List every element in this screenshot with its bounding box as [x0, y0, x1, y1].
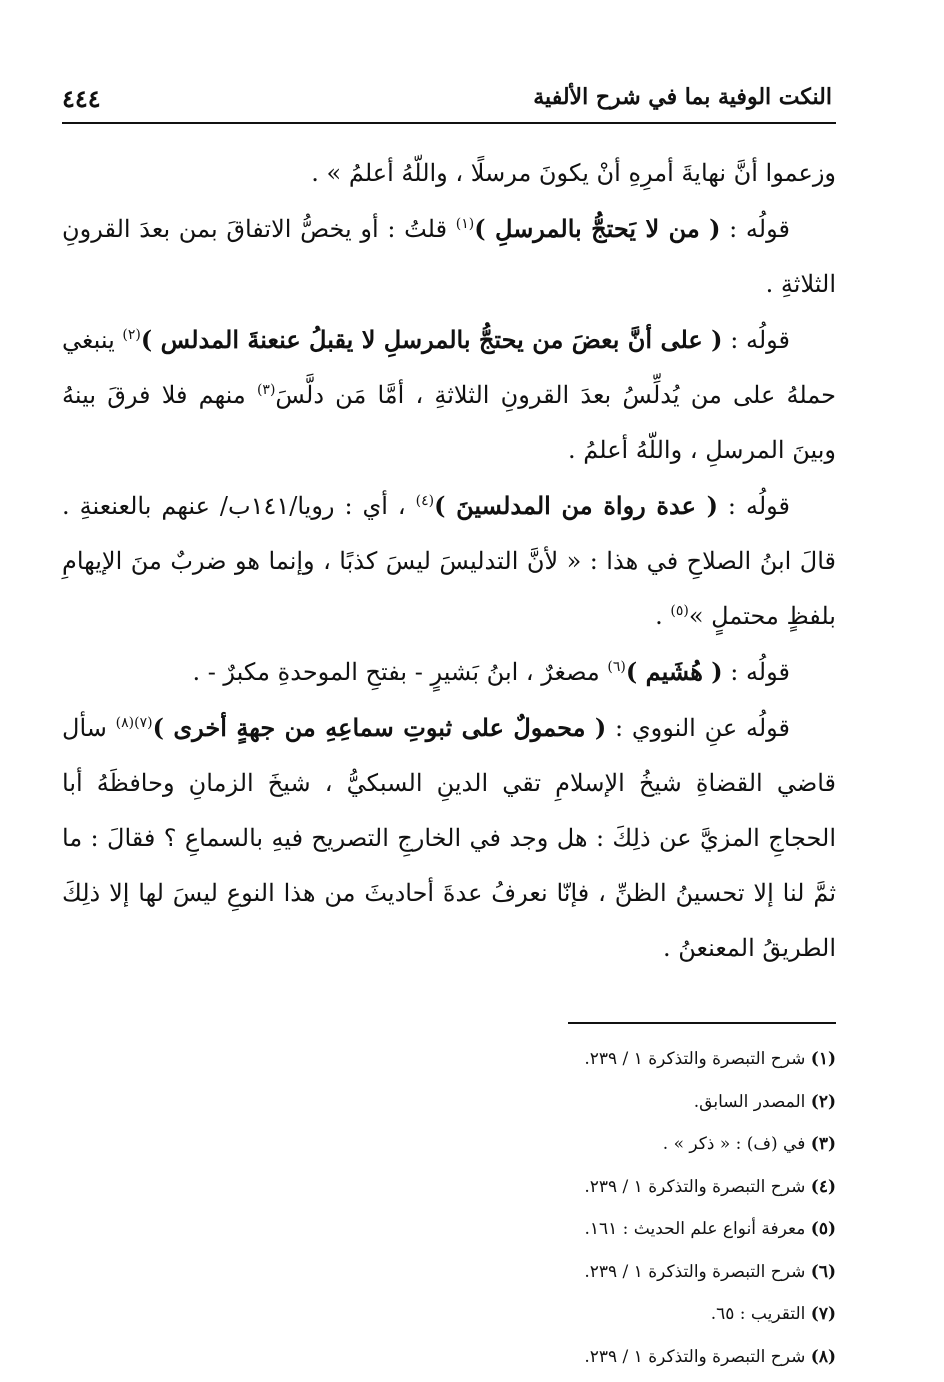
footnote-number: (٨)	[810, 1346, 836, 1367]
footnote-separator	[568, 1022, 836, 1024]
footnote	[62, 1166, 836, 1209]
text-run: قولُه :	[720, 215, 790, 243]
footnote	[62, 1038, 836, 1081]
text-run: وزعموا أنَّ نهايةَ أمرِهِ أنْ يكونَ مرسلًا ، واللّهُ أعلمُ » .	[311, 159, 836, 187]
footnote-ref: (٣)	[256, 382, 276, 398]
footnote-number: (٥)	[810, 1219, 836, 1239]
footnote-number: (٣)	[810, 1134, 836, 1154]
footnote-number: (١)	[810, 1049, 836, 1069]
footnote-number: (٢)	[810, 1091, 836, 1112]
footnote-ref: (٢)	[122, 327, 141, 343]
text-run: .	[655, 602, 671, 630]
footnote-ref: (٦)	[607, 659, 626, 675]
footnote	[62, 1208, 836, 1251]
footnotes	[62, 1038, 836, 1378]
quoted-phrase: ( هُشَيم )	[625, 657, 723, 686]
quoted-phrase: ( من لا يَحتجُّ بالمرسلِ )	[474, 214, 721, 243]
footnote-text: شرح التبصرة والتذكرة ١ / ٢٣٩.	[584, 1176, 806, 1197]
footnote-ref: (٥)	[670, 603, 689, 619]
text-run: قلتُ : أو يخصُّ الاتفاقَ بمن بعدَ القرونِ الثلاثةِ .	[62, 215, 836, 298]
quoted-phrase: ( محمولٌ على ثبوتِ سماعِهِ من جهةٍ أخرى )	[152, 713, 607, 742]
running-header	[62, 78, 836, 124]
quoted-phrase: ( على أنَّ بعضَ من يحتجُّ بالمرسلِ لا يقبلُ عنعنةَ المدلس )	[140, 325, 723, 354]
text-run: قولُه عنِ النووي :	[606, 714, 790, 742]
footnote-ref: (٤)	[415, 493, 435, 509]
quoted-phrase: ( عدة رواة من المدلسينَ )	[434, 491, 718, 520]
footnote-ref: (٧)(٨)	[115, 715, 153, 731]
paragraph	[62, 146, 836, 201]
paragraph	[62, 478, 836, 644]
footnote-number: (٦)	[810, 1261, 836, 1282]
footnote	[62, 1081, 836, 1124]
text-run: قولُه :	[722, 658, 790, 686]
footnote	[62, 1336, 836, 1379]
footnote-ref: (١)	[455, 216, 475, 232]
paragraph	[62, 201, 836, 312]
footnote-number: (٧)	[810, 1304, 836, 1324]
footnote-number: (٤)	[810, 1176, 836, 1197]
footnote-text: شرح التبصرة والتذكرة ١ / ٢٣٩.	[584, 1261, 806, 1282]
footnote-text: التقريب : ٦٥.	[710, 1304, 806, 1324]
footnote-text: شرح التبصرة والتذكرة ١ / ٢٣٩.	[584, 1346, 806, 1367]
text-run: سأل قاضي القضاةِ شيخُ الإسلامِ تقي الدينِ السبكيُّ ، شيخَ الزمانِ وحافظَهُ أبا الحجاجِ المزيَّ عن ذلِكَ : هل وجد في الخارجِ التصريح فيهِ بالسماعِ ؟ فقالَ : ما ثمَّ لنا إلا تحسينُ الظنِّ ، فإنّا نعرفُ عدةَ أحاديثَ من هذا النوعِ ليسَ لها إلا ذلِكَ الطريقُ المعنعنُ .	[62, 714, 837, 962]
paragraph	[62, 644, 836, 700]
running-title: النكت الوفية بما في شرح الألفية	[533, 84, 832, 110]
text-run: ، أي : رويا/١٤١ب/ عنهم بالعنعنةِ . قالَ ابنُ الصلاحِ في هذا : « لأنَّ التدليسَ ليسَ كذبًا ، وإنما هو ضربٌ منَ الإيهامِ بلفظٍ محتملٍ »	[62, 492, 836, 630]
footnote-text: معرفة أنواع علم الحديث : ١٦١.	[584, 1219, 806, 1239]
text-run: منهم فلا فرقَ بينهُ وبينَ المرسلِ ، واللّهُ أعلمُ .	[62, 381, 836, 464]
footnote-text: في (ف) : « ذكر » .	[662, 1134, 806, 1154]
footnote-text: شرح التبصرة والتذكرة ١ / ٢٣٩.	[584, 1049, 806, 1069]
paragraph	[62, 700, 836, 976]
footnote-text: المصدر السابق.	[693, 1091, 806, 1112]
text-run: قولُه :	[722, 326, 790, 354]
footnote	[62, 1293, 836, 1336]
paragraph	[62, 312, 836, 478]
text-run: قولُه :	[717, 492, 791, 520]
book-page	[62, 78, 836, 1378]
page-number: ٤٤٤	[62, 84, 101, 113]
footnote	[62, 1123, 836, 1166]
footnote	[62, 1251, 836, 1294]
text-run: مصغرٌ ، ابنُ بَشيرٍ - بفتحِ الموحدةِ مكبرٌ - .	[192, 658, 608, 686]
text-run: ينبغي حملهُ على من يُدلِّسُ بعدَ القرونِ الثلاثةِ ، أمَّا مَن دلَّسَ	[62, 326, 836, 409]
main-text	[62, 146, 836, 976]
